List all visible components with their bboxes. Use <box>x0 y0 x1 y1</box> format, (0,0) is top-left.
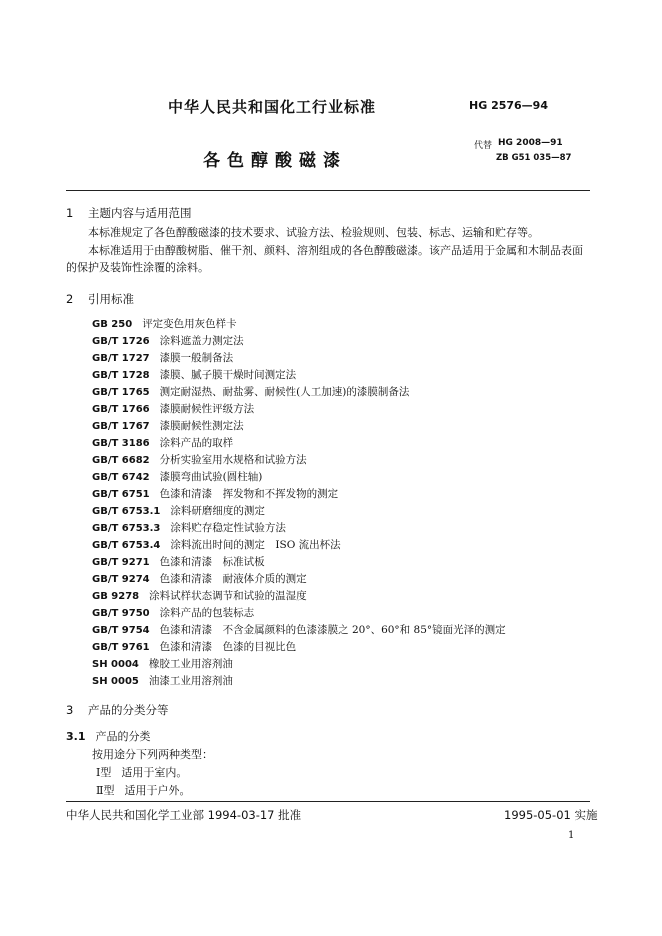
ref-code: GB/T 1726 <box>92 336 150 347</box>
ref-code: SH 0005 <box>92 676 139 687</box>
ref-title: 涂料研磨细度的测定 <box>170 505 265 517</box>
reference-item <box>92 503 265 520</box>
section-title: 产品的分类分等 <box>88 703 169 717</box>
ref-code: GB 250 <box>92 319 133 330</box>
section-3-heading <box>66 702 169 718</box>
section-title: 主题内容与适用范围 <box>88 206 192 220</box>
ref-title: 漆膜耐候性评级方法 <box>159 403 255 415</box>
ref-code: GB/T 6753.4 <box>92 540 161 551</box>
ref-code: GB/T 6753.3 <box>92 523 161 534</box>
type-text: 适用于户外。 <box>124 784 191 797</box>
ref-title: 色漆和清漆 标准试板 <box>159 556 265 568</box>
ref-code: GB/T 9754 <box>92 625 150 636</box>
reference-item <box>92 384 409 401</box>
reference-item <box>92 333 244 350</box>
replaces-label: 代替 <box>474 141 493 151</box>
standard-name: 中华人民共和国化工行业标准 <box>168 98 377 116</box>
subsection-title: 产品的分类 <box>95 730 151 743</box>
ref-code: GB/T 1728 <box>92 370 150 381</box>
ref-code: GB/T 9750 <box>92 608 150 619</box>
section-2-heading <box>66 291 134 307</box>
ref-title: 分析实验室用水规格和试验方法 <box>159 454 307 466</box>
ref-title: 评定变色用灰色样卡 <box>142 318 237 330</box>
ref-code: GB/T 9274 <box>92 574 150 585</box>
reference-item <box>92 605 254 622</box>
ref-title: 漆膜一般制备法 <box>159 352 234 364</box>
subsection-number: 3.1 <box>66 730 86 743</box>
reference-item <box>92 486 338 503</box>
ref-title: 涂料产品的包装标志 <box>159 607 255 619</box>
classification-intro: 按用途分下列两种类型： <box>92 748 213 761</box>
ref-title: 漆膜弯曲试验(圆柱轴) <box>159 471 263 483</box>
page-number: 1 <box>568 830 575 841</box>
ref-title: 涂料流出时间的测定 ISO 流出杯法 <box>170 539 341 551</box>
type-label: Ⅰ型 <box>96 766 112 779</box>
ref-code: GB/T 6682 <box>92 455 150 466</box>
ref-code: GB/T 6751 <box>92 489 150 500</box>
ref-title: 色漆和清漆 不含金属颜料的色漆漆膜之 20°、60°和 85°镜面光泽的测定 <box>159 624 506 636</box>
type-text: 适用于室内。 <box>121 766 188 779</box>
subsection-3-1-heading <box>66 728 151 744</box>
reference-item <box>92 350 233 367</box>
reference-item <box>92 673 233 690</box>
type-item <box>96 764 187 780</box>
paragraph: 本标准规定了各色醇酸磁漆的技术要求、试验方法、检验规则、包装、标志、运输和贮存等。 <box>88 226 539 239</box>
ref-code: GB/T 6742 <box>92 472 150 483</box>
reference-item <box>92 418 244 435</box>
ref-title: 色漆和清漆 挥发物和不挥发物的测定 <box>159 488 339 500</box>
ref-title: 涂料遮盖力测定法 <box>159 335 244 347</box>
ref-code: GB/T 1766 <box>92 404 150 415</box>
reference-item <box>92 537 341 554</box>
reference-item <box>92 401 254 418</box>
section-1-body <box>66 224 590 277</box>
ref-title: 涂料试样状态调节和试验的温湿度 <box>149 590 307 602</box>
type-label: Ⅱ型 <box>96 784 115 797</box>
reference-item <box>92 656 233 673</box>
section-number: 2 <box>66 292 74 306</box>
reference-item <box>92 554 265 571</box>
reference-item <box>92 622 506 639</box>
ref-code: GB/T 3186 <box>92 438 150 449</box>
ref-title: 橡胶工业用溶剂油 <box>148 658 233 670</box>
effective-date: 1995-05-01 实施 <box>504 808 598 822</box>
ref-code: GB/T 6753.1 <box>92 506 161 517</box>
ref-code: GB/T 9271 <box>92 557 150 568</box>
reference-item <box>92 520 286 537</box>
ref-title: 色漆和清漆 耐液体介质的测定 <box>159 573 307 585</box>
section-title: 引用标准 <box>88 292 134 306</box>
ref-title: 涂料产品的取样 <box>159 437 234 449</box>
ref-code: GB/T 1727 <box>92 353 150 364</box>
reference-item <box>92 588 307 605</box>
reference-item <box>92 435 233 452</box>
ref-title: 测定耐湿热、耐盐雾、耐候性(人工加速)的漆膜制备法 <box>159 386 410 398</box>
ref-title: 漆膜、腻子膜干燥时间测定法 <box>159 369 297 381</box>
reference-item <box>92 571 307 588</box>
reference-item <box>92 452 307 469</box>
section-number: 3 <box>66 703 74 717</box>
ref-code: GB/T 9761 <box>92 642 150 653</box>
section-1-heading <box>66 205 192 221</box>
ref-title: 漆膜耐候性测定法 <box>159 420 244 432</box>
reference-item <box>92 316 237 333</box>
paragraph: 本标准适用于由醇酸树脂、催干剂、颜料、溶剂组成的各色醇酸磁漆。该产品适用于金属和木制品表面的保护及装饰性涂覆的涂料。 <box>66 243 583 274</box>
ref-code: GB/T 1765 <box>92 387 150 398</box>
reference-item <box>92 367 296 384</box>
ref-title: 色漆和清漆 色漆的目视比色 <box>159 641 297 653</box>
type-item <box>96 782 190 798</box>
replaces-code-1: HG 2008—91 <box>498 138 563 148</box>
footer-divider <box>66 801 590 802</box>
ref-code: GB/T 1767 <box>92 421 150 432</box>
approval-line: 中华人民共和国化学工业部 1994-03-17 批准 <box>66 808 302 822</box>
section-number: 1 <box>66 206 74 220</box>
standard-code: HG 2576—94 <box>469 99 548 112</box>
reference-item <box>92 639 296 656</box>
header-divider <box>66 190 590 191</box>
ref-code: SH 0004 <box>92 659 139 670</box>
ref-title: 油漆工业用溶剂油 <box>148 675 233 687</box>
reference-item <box>92 469 262 486</box>
replaces-code-2: ZB G51 035—87 <box>496 153 572 163</box>
document-title: 各色醇酸磁漆 <box>203 151 347 171</box>
ref-code: GB 9278 <box>92 591 140 602</box>
ref-title: 涂料贮存稳定性试验方法 <box>170 522 286 534</box>
